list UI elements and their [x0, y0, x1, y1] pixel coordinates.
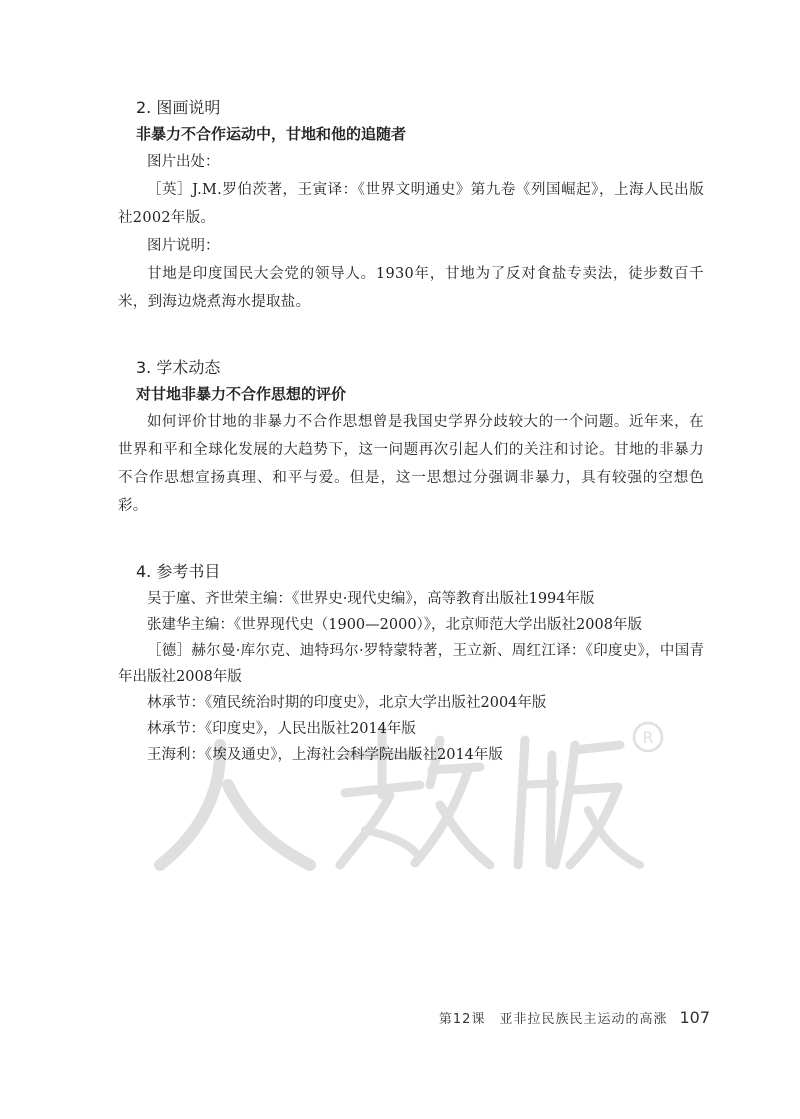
page-content	[118, 96, 704, 808]
section-heading: 2. 图画说明	[136, 98, 221, 117]
reference-item: 张建华主编：《世界现代史（1900—2000）》，北京师范大学出版社2008年版	[147, 617, 642, 633]
section-heading: 3. 学术动态	[136, 358, 221, 377]
description-text: 甘地是印度国民大会党的领导人。1930年，甘地为了反对食盐专卖法，徒步数百千米，到海边烧煮海水提取盐。	[118, 266, 704, 310]
svg-text:R: R	[642, 728, 654, 747]
reference-item: 王海利：《埃及通史》，上海社会科学院出版社2014年版	[147, 747, 503, 763]
source-label: 图片出处：	[147, 154, 220, 170]
section-references	[118, 560, 704, 768]
page-footer	[439, 1008, 710, 1027]
reference-item: 吴于廑、齐世荣主编：《世界史·现代史编》，高等教育出版社1994年版	[147, 591, 595, 607]
reference-item: ［德］赫尔曼·库尔克、迪特玛尔·罗特蒙特著，王立新、周红江译：《印度史》，中国青年出版社2008年版	[118, 643, 704, 685]
reference-item: 林承节：《殖民统治时期的印度史》，北京大学出版社2004年版	[147, 695, 547, 711]
reference-list	[118, 586, 704, 768]
section-subheading: 非暴力不合作运动中，甘地和他的追随者	[136, 125, 407, 143]
reference-item: 林承节：《印度史》，人民出版社2014年版	[147, 721, 416, 737]
academic-paragraph: 如何评价甘地的非暴力不合作思想曾是我国史学界分歧较大的一个问题。近年来，在世界和平和全球化发展的大趋势下，这一问题再次引起人们的关注和讨论。甘地的非暴力不合作思想宣扬真理、和平与爱。但是，这一思想过分强调非暴力，具有较强的空想色彩。	[118, 414, 704, 514]
description-label: 图片说明：	[147, 238, 220, 254]
section-subheading: 对甘地非暴力不合作思想的评价	[136, 385, 347, 403]
page-number: 107	[679, 1008, 710, 1027]
section-academic	[118, 356, 704, 520]
section-heading: 4. 参考书目	[136, 562, 221, 581]
footer-lesson-title: 第12课 亚非拉民族民主运动的高涨	[438, 1012, 668, 1027]
section-illustration	[118, 96, 704, 316]
source-text: ［英］J.M.罗伯茨著，王寅译：《世界文明通史》第九卷《列国崛起》，上海人民出版社2002年版。	[118, 182, 704, 226]
